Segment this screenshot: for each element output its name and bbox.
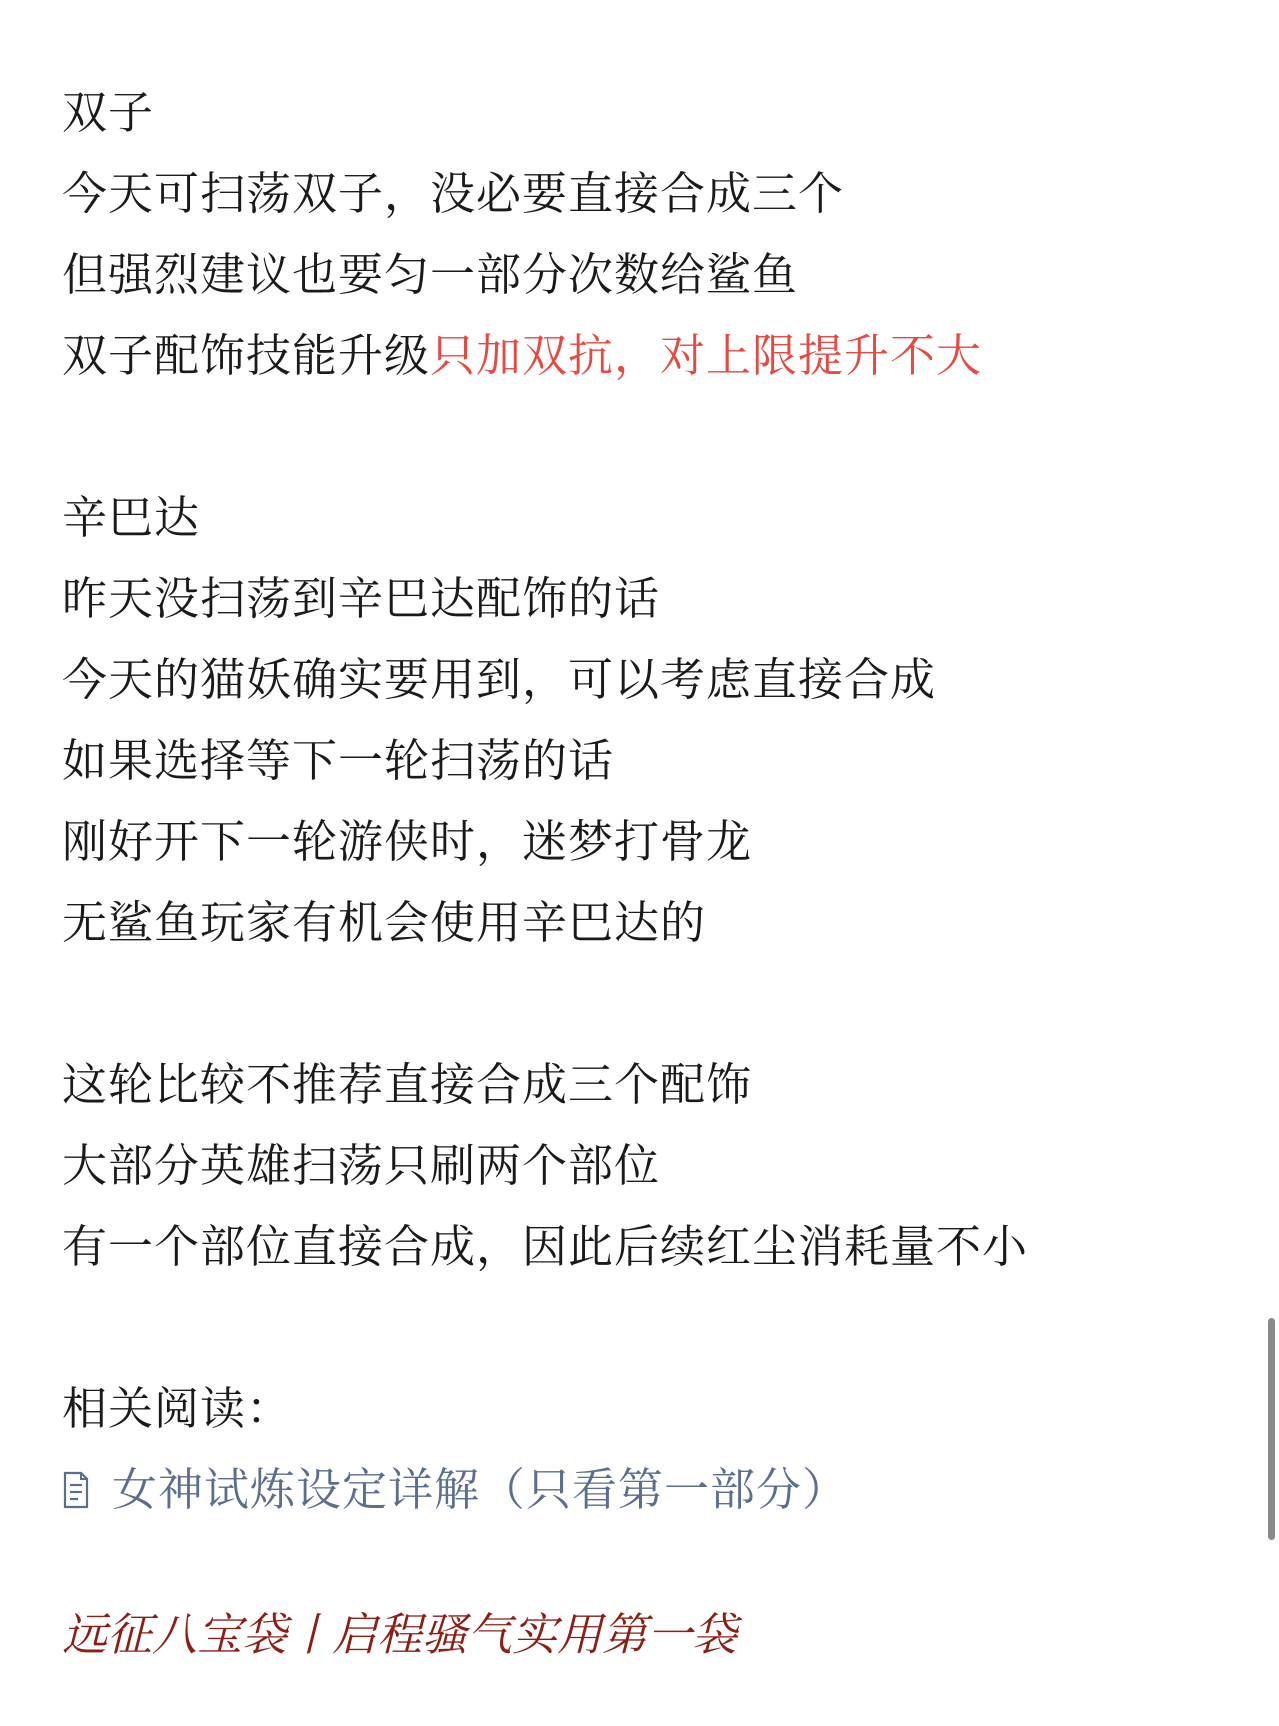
- paragraph-line: 有一个部位直接合成，因此后续红尘消耗量不小: [62, 1220, 1029, 1273]
- paragraph-line: 昨天没扫荡到辛巴达配饰的话: [62, 572, 661, 625]
- footer-series-title[interactable]: 远征八宝袋丨启程骚气实用第一袋: [62, 1608, 738, 1661]
- related-reading-heading: 相关阅读：: [62, 1382, 293, 1435]
- paragraph-text: 双子配饰技能升级: [62, 329, 431, 382]
- paragraph-line: 这轮比较不推荐直接合成三个配饰: [62, 1058, 753, 1111]
- related-article-link[interactable]: [62, 1449, 1242, 1530]
- scrollbar-thumb[interactable]: [1268, 1318, 1275, 1540]
- paragraph-line: 今天可扫荡双子，没必要直接合成三个: [62, 167, 845, 220]
- paragraph-line: 如果选择等下一轮扫荡的话: [62, 734, 615, 787]
- section-title-gemini: 双子: [62, 86, 155, 139]
- article-body: [62, 72, 1242, 1675]
- blank-line: [62, 396, 1242, 477]
- paragraph-line: 大部分英雄扫荡只刷两个部位: [62, 1139, 661, 1192]
- paragraph-line: 刚好开下一轮游侠时，迷梦打骨龙: [62, 815, 753, 868]
- document-icon: [62, 1471, 90, 1509]
- paragraph-line: 但强烈建议也要匀一部分次数给鲨鱼: [62, 248, 799, 301]
- blank-line: [62, 963, 1242, 1044]
- related-link-text[interactable]: 女神试炼设定详解（只看第一部分）: [112, 1463, 849, 1516]
- paragraph-line: 无鲨鱼玩家有机会使用辛巴达的: [62, 896, 707, 949]
- paragraph-line-with-highlight: [62, 315, 1242, 396]
- highlight-text: 只加双抗，对上限提升不大: [430, 329, 983, 382]
- section-title-sinbad: 辛巴达: [62, 491, 201, 544]
- blank-line: [62, 1287, 1242, 1368]
- paragraph-line: 今天的猫妖确实要用到，可以考虑直接合成: [62, 653, 937, 706]
